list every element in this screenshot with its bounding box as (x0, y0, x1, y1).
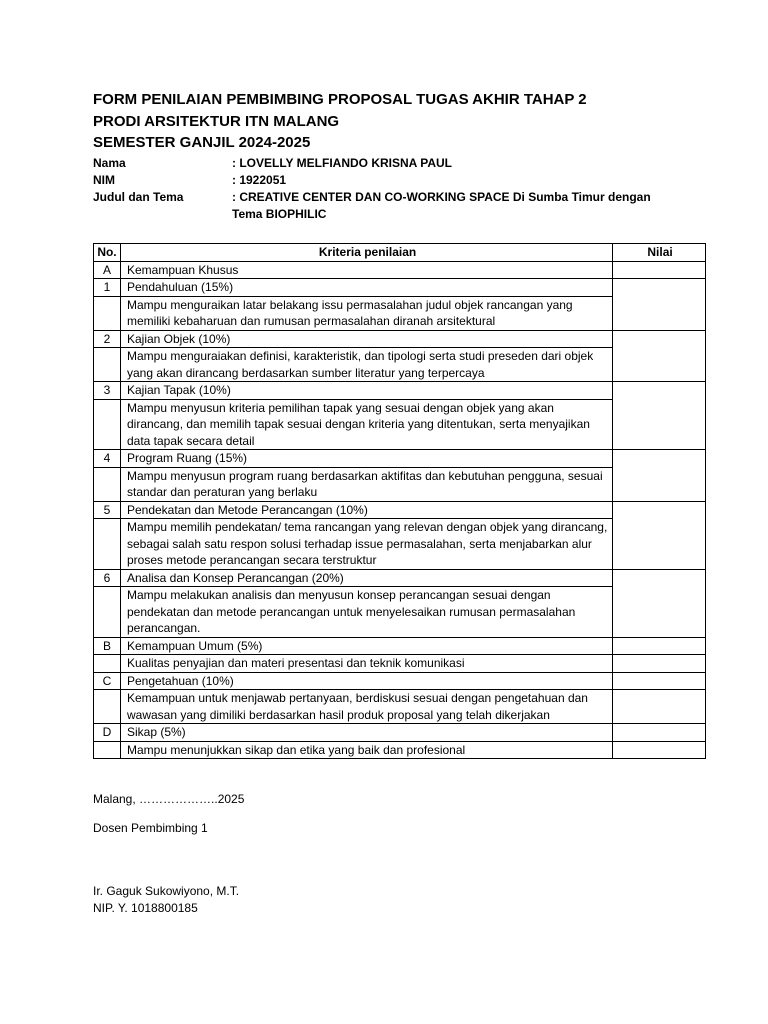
score-cell[interactable] (613, 741, 706, 759)
score-cell[interactable] (613, 672, 706, 690)
score-cell[interactable] (613, 450, 706, 502)
score-cell[interactable] (613, 501, 706, 569)
row-no: C (94, 672, 121, 690)
assessment-table (93, 243, 706, 759)
row-no: 3 (94, 382, 121, 400)
row-criterion: Program Ruang (15%) (120, 450, 612, 468)
row-no (94, 399, 121, 450)
student-info (93, 155, 708, 223)
row-criterion: Kemampuan untuk menjawab pertanyaan, berdiskusi sesuai dengan pengetahuan dan wawasan yang dimiliki berdasarkan hasil produk proposal yang telah dikerjakan (120, 690, 612, 724)
row-criterion: Kemampuan Khusus (120, 261, 612, 279)
row-no: 5 (94, 501, 121, 519)
row-criterion: Mampu menguraikan latar belakang issu permasalahan judul objek rancangan yang memiliki kebaharuan dan rumusan permasalahan diranah arsitektural (120, 296, 612, 330)
info-label: NIM (93, 173, 115, 187)
row-no (94, 655, 121, 673)
row-criterion: Mampu menguraiakan definisi, karakteristik, dan tipologi serta studi preseden dari objek yang akan dirancang berdasarkan sumber literatur yang terpercaya (120, 348, 612, 382)
row-no: 1 (94, 279, 121, 297)
score-cell[interactable] (613, 382, 706, 450)
info-value: : LOVELLY MELFIANDO KRISNA PAUL (232, 156, 453, 170)
table-row (94, 569, 706, 587)
info-label: Judul dan Tema (93, 190, 184, 204)
title-line-2: PRODI ARSITEKTUR ITN MALANG (93, 112, 340, 130)
table-row (94, 501, 706, 519)
header-kriteria: Kriteria penilaian (120, 244, 612, 262)
row-no: 6 (94, 569, 121, 587)
row-criterion: Kajian Tapak (10%) (120, 382, 612, 400)
table-row (94, 655, 706, 673)
row-no (94, 741, 121, 759)
info-row-nim (93, 172, 708, 189)
row-no (94, 519, 121, 570)
score-cell[interactable] (613, 724, 706, 742)
info-label: Nama (93, 156, 126, 170)
row-no: A (94, 261, 121, 279)
info-row-judul (93, 189, 708, 223)
table-row (94, 672, 706, 690)
row-criterion: Mampu menyusun program ruang berdasarkan aktifitas dan kebutuhan pengguna, sesuai standar dan peraturan yang berlaku (120, 467, 612, 501)
row-criterion: Mampu memilih pendekatan/ tema rancangan yang relevan dengan objek yang dirancang, sebagai salah satu respon solusi terhadap issue permasalahan, serta menjabarkan alur proses metode perancangan secara terstruktur (120, 519, 612, 570)
row-no (94, 587, 121, 638)
document-title (93, 89, 708, 154)
score-cell[interactable] (613, 637, 706, 655)
place-date: Malang, ………………..2025 (93, 792, 245, 806)
info-row-nama (93, 155, 708, 172)
table-row (94, 261, 706, 279)
signature-block (93, 791, 493, 917)
row-no: B (94, 637, 121, 655)
row-criterion: Mampu menyusun kriteria pemilihan tapak yang sesuai dengan objek yang akan dirancang, dan memilih tapak sesuai dengan kriteria yang ditentukan, serta menyajikan data tapak secara detail (120, 399, 612, 450)
row-no (94, 467, 121, 501)
title-line-1: FORM PENILAIAN PEMBIMBING PROPOSAL TUGAS AKHIR TAHAP 2 (93, 91, 587, 108)
info-value: : 1922051 (232, 173, 287, 187)
score-cell[interactable] (613, 279, 706, 331)
table-row (94, 450, 706, 468)
score-cell[interactable] (613, 261, 706, 279)
score-cell[interactable] (613, 690, 706, 724)
table-header-row (94, 244, 706, 262)
row-criterion: Analisa dan Konsep Perancangan (20%) (120, 569, 612, 587)
row-criterion: Kemampuan Umum (5%) (120, 637, 612, 655)
table-row (94, 724, 706, 742)
signer-role: Dosen Pembimbing 1 (93, 821, 208, 835)
row-criterion: Pendahuluan (15%) (120, 279, 612, 297)
score-cell[interactable] (613, 330, 706, 382)
header-nilai: Nilai (613, 244, 706, 262)
signer-name: Ir. Gaguk Sukowiyono, M.T. (93, 884, 240, 898)
row-criterion: Kajian Objek (10%) (120, 330, 612, 348)
header-no: No. (94, 244, 121, 262)
row-no (94, 690, 121, 724)
row-criterion: Mampu melakukan analisis dan menyusun konsep perancangan sesuai dengan pendekatan dan metode perancangan untuk menyelesaikan rumusan permasalahan perancangan. (120, 587, 612, 638)
info-value: : CREATIVE CENTER DAN CO-WORKING SPACE Di Sumba Timur dengan Tema BIOPHILIC (232, 190, 651, 221)
row-criterion: Sikap (5%) (120, 724, 612, 742)
table-row (94, 637, 706, 655)
row-no: D (94, 724, 121, 742)
title-line-3: SEMESTER GANJIL 2024-2025 (93, 134, 311, 151)
row-no: 4 (94, 450, 121, 468)
row-no: 2 (94, 330, 121, 348)
score-cell[interactable] (613, 569, 706, 637)
score-cell[interactable] (613, 655, 706, 673)
table-row (94, 279, 706, 297)
row-criterion: Kualitas penyajian dan materi presentasi dan teknik komunikasi (120, 655, 612, 673)
table-row (94, 330, 706, 348)
row-criterion: Pendekatan dan Metode Perancangan (10%) (120, 501, 612, 519)
signer-nip: NIP. Y. 1018800185 (93, 901, 198, 915)
table-row (94, 741, 706, 759)
row-no (94, 348, 121, 382)
table-row (94, 382, 706, 400)
row-criterion: Mampu menunjukkan sikap dan etika yang baik dan profesional (120, 741, 612, 759)
table-row (94, 690, 706, 724)
row-criterion: Pengetahuan (10%) (120, 672, 612, 690)
row-no (94, 296, 121, 330)
